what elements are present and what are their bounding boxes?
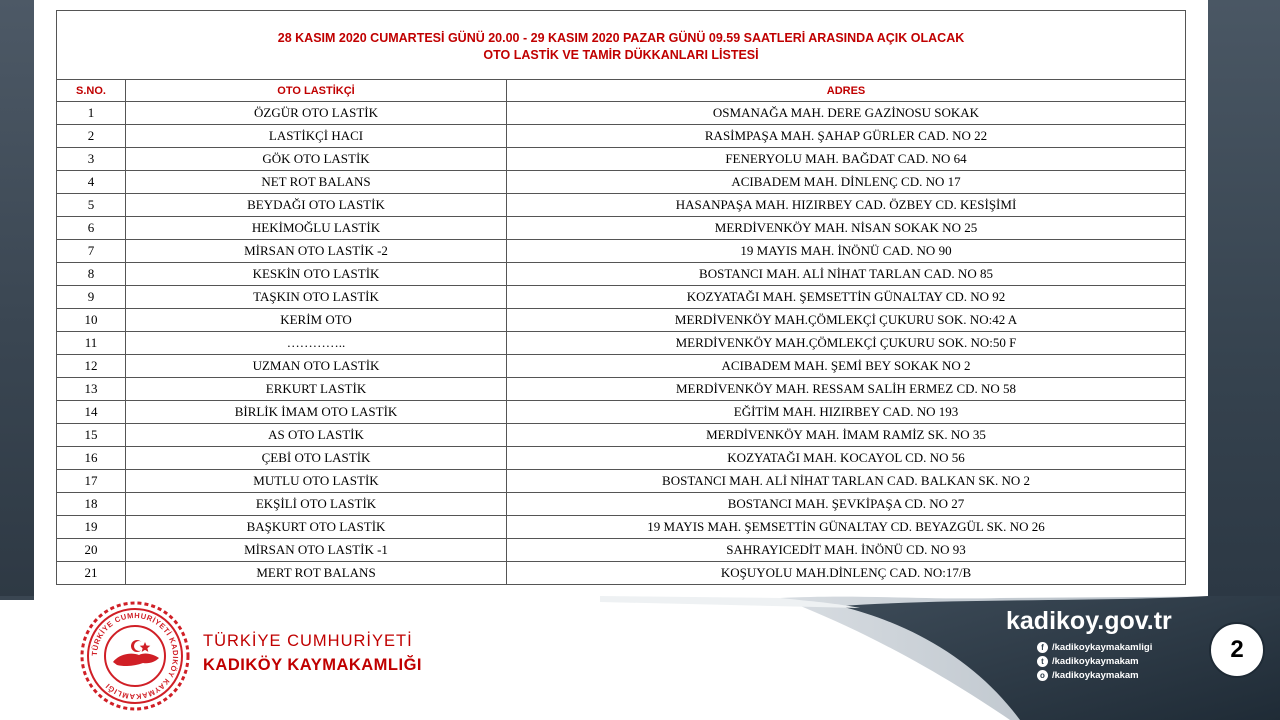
row-number-cell: 9 bbox=[57, 286, 126, 309]
instagram-icon: o bbox=[1037, 670, 1048, 681]
shop-name-cell: BİRLİK İMAM OTO LASTİK bbox=[126, 401, 507, 424]
row-number-cell: 12 bbox=[57, 355, 126, 378]
table-row bbox=[57, 148, 1186, 171]
table-row bbox=[57, 240, 1186, 263]
table-row bbox=[57, 447, 1186, 470]
social-facebook[interactable] bbox=[1037, 641, 1152, 654]
shop-list-table bbox=[56, 10, 1186, 585]
row-number-cell: 15 bbox=[57, 424, 126, 447]
twitter-icon: t bbox=[1037, 656, 1048, 667]
row-number-cell: 10 bbox=[57, 309, 126, 332]
address-cell: OSMANAĞA MAH. DERE GAZİNOSU SOKAK bbox=[507, 102, 1186, 125]
kadikoy-emblem-logo bbox=[79, 600, 191, 712]
row-number-cell: 18 bbox=[57, 493, 126, 516]
address-cell: KOZYATAĞI MAH. ŞEMSETTİN GÜNALTAY CD. NO 92 bbox=[507, 286, 1186, 309]
table-row bbox=[57, 286, 1186, 309]
table-row bbox=[57, 424, 1186, 447]
table-body bbox=[57, 102, 1186, 585]
table-row bbox=[57, 217, 1186, 240]
shop-name-cell: TAŞKIN OTO LASTİK bbox=[126, 286, 507, 309]
shop-name-cell: MUTLU OTO LASTİK bbox=[126, 470, 507, 493]
row-number-cell: 20 bbox=[57, 539, 126, 562]
table-row bbox=[57, 470, 1186, 493]
row-number-cell: 8 bbox=[57, 263, 126, 286]
website-link[interactable]: kadikoy.gov.tr bbox=[1006, 607, 1172, 635]
address-cell: SAHRAYICEDİT MAH. İNÖNÜ CD. NO 93 bbox=[507, 539, 1186, 562]
address-cell: ACIBADEM MAH. DİNLENÇ CD. NO 17 bbox=[507, 171, 1186, 194]
social-facebook-handle: /kadikoykaymakamligi bbox=[1052, 642, 1153, 653]
address-cell: MERDİVENKÖY MAH. İMAM RAMİZ SK. NO 35 bbox=[507, 424, 1186, 447]
table-row bbox=[57, 493, 1186, 516]
table-title bbox=[57, 11, 1186, 80]
shop-name-cell: MİRSAN OTO LASTİK -2 bbox=[126, 240, 507, 263]
table-row bbox=[57, 539, 1186, 562]
table-row bbox=[57, 332, 1186, 355]
shop-name-cell: MİRSAN OTO LASTİK -1 bbox=[126, 539, 507, 562]
shop-name-cell: EKŞİLİ OTO LASTİK bbox=[126, 493, 507, 516]
column-header-address: ADRES bbox=[507, 80, 1186, 102]
address-cell: ACIBADEM MAH. ŞEMİ BEY SOKAK NO 2 bbox=[507, 355, 1186, 378]
row-number-cell: 1 bbox=[57, 102, 126, 125]
address-cell: RASİMPAŞA MAH. ŞAHAP GÜRLER CAD. NO 22 bbox=[507, 125, 1186, 148]
shop-name-cell: KESKİN OTO LASTİK bbox=[126, 263, 507, 286]
shop-name-cell: UZMAN OTO LASTİK bbox=[126, 355, 507, 378]
shop-name-cell: KERİM OTO bbox=[126, 309, 507, 332]
social-twitter[interactable] bbox=[1037, 655, 1139, 668]
org-name-line-2: KADIKÖY KAYMAKAMLIĞI bbox=[203, 656, 423, 674]
shop-name-cell: ERKURT LASTİK bbox=[126, 378, 507, 401]
row-number-cell: 11 bbox=[57, 332, 126, 355]
table-row bbox=[57, 401, 1186, 424]
address-cell: BOSTANCI MAH. ALİ NİHAT TARLAN CAD. BALKAN SK. NO 2 bbox=[507, 470, 1186, 493]
shop-name-cell: LASTİKÇİ HACI bbox=[126, 125, 507, 148]
shop-name-cell: HEKİMOĞLU LASTİK bbox=[126, 217, 507, 240]
table-row bbox=[57, 309, 1186, 332]
table-row bbox=[57, 562, 1186, 585]
table-row bbox=[57, 194, 1186, 217]
title-line-2: OTO LASTİK VE TAMİR DÜKKANLARI LİSTESİ bbox=[483, 48, 759, 62]
row-number-cell: 17 bbox=[57, 470, 126, 493]
row-number-cell: 6 bbox=[57, 217, 126, 240]
address-cell: FENERYOLU MAH. BAĞDAT CAD. NO 64 bbox=[507, 148, 1186, 171]
table-row bbox=[57, 171, 1186, 194]
org-name-line-1: TÜRKİYE CUMHURİYETİ bbox=[203, 632, 413, 650]
address-cell: EĞİTİM MAH. HIZIRBEY CAD. NO 193 bbox=[507, 401, 1186, 424]
social-instagram[interactable] bbox=[1037, 669, 1139, 682]
facebook-icon: f bbox=[1037, 642, 1048, 653]
table-row bbox=[57, 516, 1186, 539]
address-cell: HASANPAŞA MAH. HIZIRBEY CAD. ÖZBEY CD. KESİŞİMİ bbox=[507, 194, 1186, 217]
emblem-ring-text: TÜRKİYE CUMHURİYETİ KADIKÖY KAYMAKAMLIĞI bbox=[89, 610, 181, 702]
left-side-bar bbox=[0, 0, 34, 600]
column-header-shop: OTO LASTİKÇİ bbox=[126, 80, 507, 102]
row-number-cell: 21 bbox=[57, 562, 126, 585]
column-header-no: S.NO. bbox=[57, 80, 126, 102]
row-number-cell: 2 bbox=[57, 125, 126, 148]
row-number-cell: 14 bbox=[57, 401, 126, 424]
address-cell: BOSTANCI MAH. ŞEVKİPAŞA CD. NO 27 bbox=[507, 493, 1186, 516]
shop-name-cell: ÇEBİ OTO LASTİK bbox=[126, 447, 507, 470]
shop-name-cell: ÖZGÜR OTO LASTİK bbox=[126, 102, 507, 125]
row-number-cell: 7 bbox=[57, 240, 126, 263]
address-cell: MERDİVENKÖY MAH.ÇÖMLEKÇİ ÇUKURU SOK. NO:50 F bbox=[507, 332, 1186, 355]
social-twitter-handle: /kadikoykaymakam bbox=[1052, 656, 1139, 667]
table-row bbox=[57, 125, 1186, 148]
address-cell: MERDİVENKÖY MAH.ÇÖMLEKÇİ ÇUKURU SOK. NO:42 A bbox=[507, 309, 1186, 332]
address-cell: KOZYATAĞI MAH. KOCAYOL CD. NO 56 bbox=[507, 447, 1186, 470]
row-number-cell: 16 bbox=[57, 447, 126, 470]
table-row bbox=[57, 263, 1186, 286]
shop-name-cell: AS OTO LASTİK bbox=[126, 424, 507, 447]
row-number-cell: 13 bbox=[57, 378, 126, 401]
title-line-1: 28 KASIM 2020 CUMARTESİ GÜNÜ 20.00 - 29 KASIM 2020 PAZAR GÜNÜ 09.59 SAATLERİ ARASINDA AÇIK OLACAK bbox=[277, 31, 965, 45]
shop-list-table-container bbox=[56, 10, 1186, 585]
row-number-cell: 4 bbox=[57, 171, 126, 194]
address-cell: 19 MAYIS MAH. ŞEMSETTİN GÜNALTAY CD. BEYAZGÜL SK. NO 26 bbox=[507, 516, 1186, 539]
shop-name-cell: MERT ROT BALANS bbox=[126, 562, 507, 585]
shop-name-cell: ………….. bbox=[126, 332, 507, 355]
shop-name-cell: GÖK OTO LASTİK bbox=[126, 148, 507, 171]
table-row bbox=[57, 102, 1186, 125]
shop-name-cell: NET ROT BALANS bbox=[126, 171, 507, 194]
shop-name-cell: BAŞKURT OTO LASTİK bbox=[126, 516, 507, 539]
table-row bbox=[57, 355, 1186, 378]
right-side-bar bbox=[1208, 0, 1280, 600]
social-instagram-handle: /kadikoykaymakam bbox=[1052, 670, 1139, 681]
address-cell: MERDİVENKÖY MAH. RESSAM SALİH ERMEZ CD. NO 58 bbox=[507, 378, 1186, 401]
address-cell: KOŞUYOLU MAH.DİNLENÇ CAD. NO:17/B bbox=[507, 562, 1186, 585]
row-number-cell: 5 bbox=[57, 194, 126, 217]
row-number-cell: 19 bbox=[57, 516, 126, 539]
shop-name-cell: BEYDAĞI OTO LASTİK bbox=[126, 194, 507, 217]
address-cell: BOSTANCI MAH. ALİ NİHAT TARLAN CAD. NO 85 bbox=[507, 263, 1186, 286]
row-number-cell: 3 bbox=[57, 148, 126, 171]
address-cell: 19 MAYIS MAH. İNÖNÜ CAD. NO 90 bbox=[507, 240, 1186, 263]
table-row bbox=[57, 378, 1186, 401]
page-number: 2 bbox=[1209, 622, 1265, 678]
address-cell: MERDİVENKÖY MAH. NİSAN SOKAK NO 25 bbox=[507, 217, 1186, 240]
